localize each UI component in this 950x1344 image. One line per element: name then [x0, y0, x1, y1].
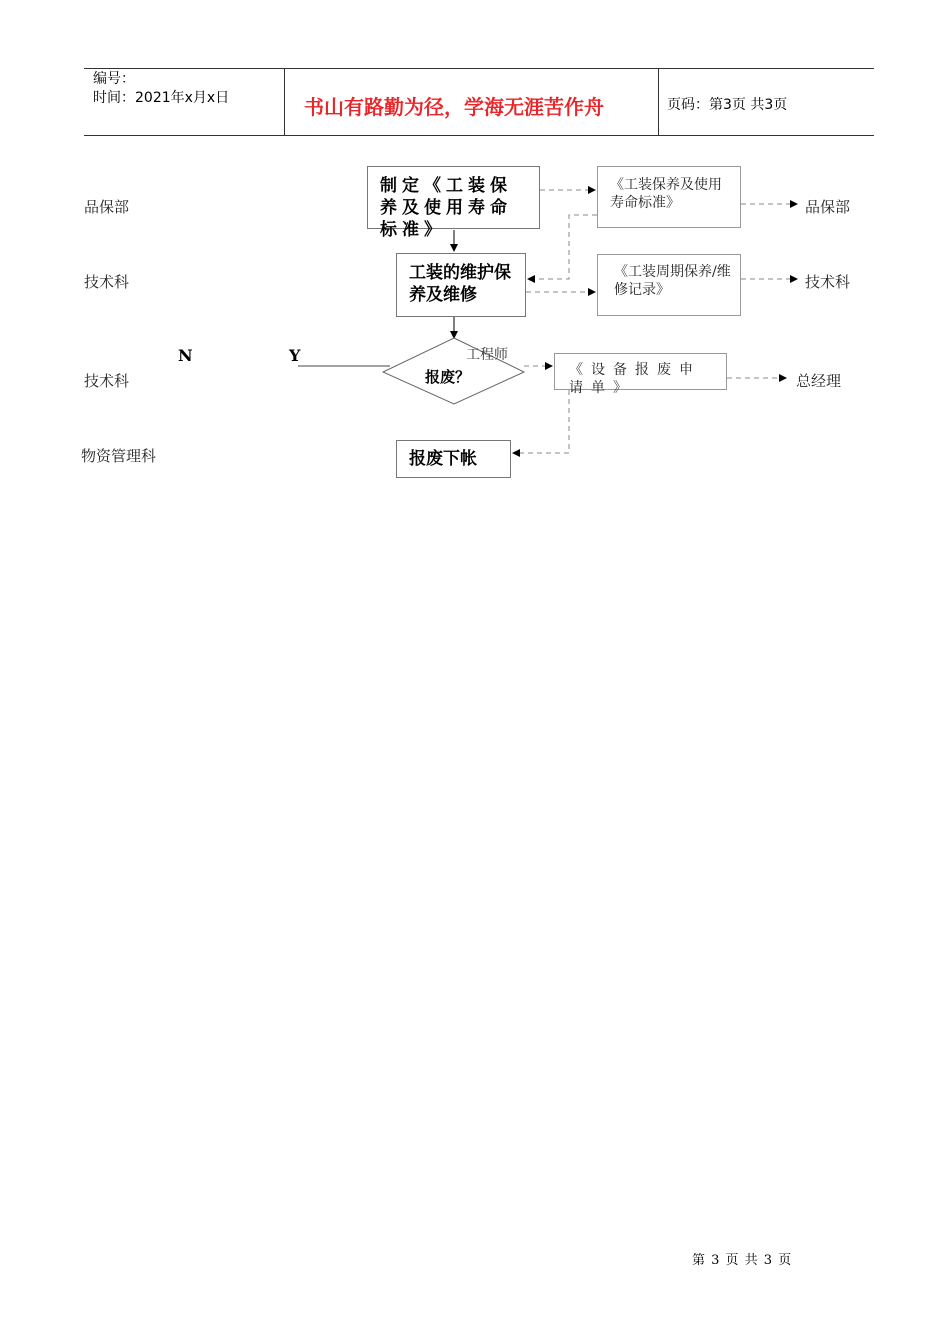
dept-label-materials: 物资管理科	[81, 447, 157, 465]
decision-label: 报废？	[425, 368, 471, 386]
branch-label-y: Y	[289, 346, 301, 365]
step-write-off-box: 报废下帐	[396, 440, 511, 478]
header-date-label: 时间：2021年x月x日	[93, 90, 230, 106]
doc-maintenance-record-box: 《工装周期保养/维修记录》	[597, 254, 741, 316]
step-maintenance-box: 工装的维护保养及维修	[396, 253, 526, 317]
recipient-general-manager: 总经理	[796, 372, 842, 390]
dept-label-tech-2: 技术科	[84, 372, 130, 390]
header-number-label: 编号：	[93, 71, 135, 87]
dept-label-quality: 品保部	[84, 198, 130, 216]
doc-standard-box: 《工装保养及使用寿命标准》	[597, 166, 741, 228]
step-define-standard-box: 制定《工装保养及使用寿命标准》	[367, 166, 540, 229]
recipient-quality: 品保部	[805, 198, 851, 216]
decision-note: 工程师	[466, 347, 508, 363]
header-page-label: 页码：第3页 共3页	[667, 97, 788, 113]
header-motto: 书山有路勤为径，学海无涯苦作舟	[304, 95, 604, 119]
branch-label-n: N	[178, 346, 193, 365]
recipient-tech: 技术科	[805, 273, 851, 291]
page-footer: 第 3 页 共 3 页	[692, 1253, 793, 1268]
dept-label-tech-1: 技术科	[84, 273, 130, 291]
doc-scrap-request-box: 《设备报废申请单》	[554, 353, 727, 390]
